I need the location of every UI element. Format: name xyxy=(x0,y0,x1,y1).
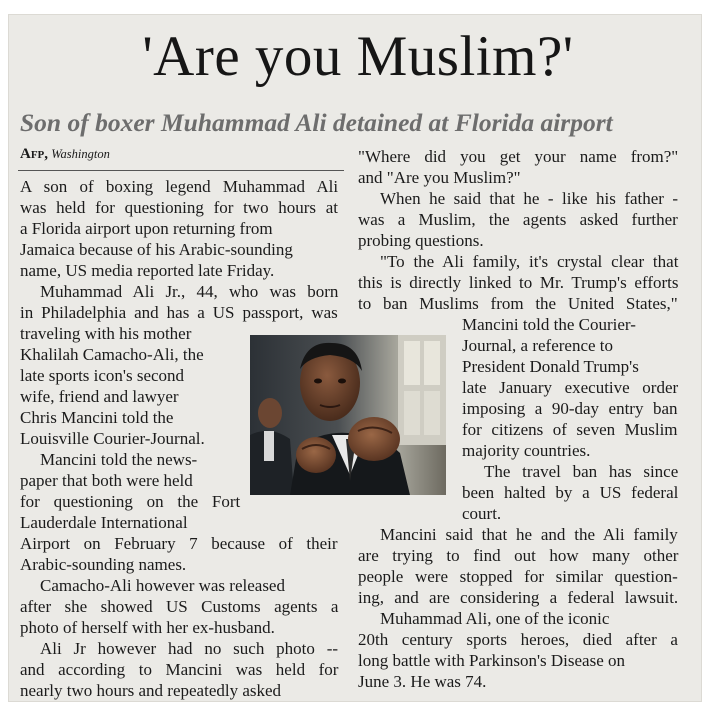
text-line: and according to Mancini was held for xyxy=(20,660,339,679)
text-line: 20th century sports heroes, died after a xyxy=(358,630,678,649)
text-line: Journal, a reference to xyxy=(462,336,614,355)
text-line: photo of herself with her ex-husband. xyxy=(20,618,275,637)
text-line: Camacho-Ali however was released xyxy=(40,576,285,595)
byline-agency: Afp, xyxy=(20,146,49,162)
text-line: Louisville Courier-Journal. xyxy=(20,429,205,448)
text-line: Arabic-sounding names. xyxy=(20,555,187,574)
text-line: are trying to find out how many other xyxy=(358,546,679,565)
subheadline: Son of boxer Muhammad Ali detained at Florida airport xyxy=(20,108,613,137)
text-line: been halted by a US federal xyxy=(462,483,679,502)
text-line: The travel ban has since xyxy=(484,462,679,481)
text-line: Mancini said that he and the Ali family xyxy=(380,525,678,544)
text-line: Muhammad Ali, one of the iconic xyxy=(380,609,610,628)
text-line: paper that both were held xyxy=(20,471,193,490)
text-line: was a Muslim, the agents asked further xyxy=(358,210,678,229)
text-line: wife, friend and lawyer xyxy=(20,387,179,406)
text-line: nearly two hours and repeatedly asked xyxy=(20,681,282,700)
text-line: Muhammad Ali Jr., 44, who was born xyxy=(40,282,339,301)
byline-rule xyxy=(18,170,344,171)
text-line: Airport on February 7 because of their xyxy=(20,534,338,553)
text-line: probing questions. xyxy=(358,231,484,250)
text-line: and "Are you Muslim?" xyxy=(358,168,521,187)
text-line: ing, and are considering a federal lawsuit. xyxy=(358,588,679,607)
text-line: late January executive order xyxy=(462,378,679,397)
text-line: in Philadelphia and has a US passport, was xyxy=(20,303,338,322)
byline-location: Washington xyxy=(51,147,110,161)
text-line: traveling with his mother xyxy=(20,324,192,343)
text-line: Ali Jr however had no such photo -- xyxy=(40,639,339,658)
text-line: Jamaica because of his Arabic-sounding xyxy=(20,240,293,259)
text-line: court. xyxy=(462,504,502,523)
text-line: majority countries. xyxy=(462,441,591,460)
text-line: June 3. He was 74. xyxy=(358,672,487,691)
boxer-photo-illustration xyxy=(250,335,446,495)
text-line: was held for questioning for two hours at xyxy=(20,198,338,217)
byline xyxy=(20,145,110,163)
text-line: for questioning on the Fort xyxy=(20,492,241,511)
text-line: long battle with Parkinson's Disease on xyxy=(358,651,626,670)
text-line: a Florida airport upon returning from xyxy=(20,219,273,238)
text-line: this is directly linked to Mr. Trump's efforts xyxy=(358,273,679,292)
text-line: people were stopped for similar question- xyxy=(358,567,678,586)
text-line: Chris Mancini told the xyxy=(20,408,174,427)
text-line: to ban Muslims from the United States," xyxy=(358,294,678,313)
text-line: Mancini told the Courier- xyxy=(462,315,636,334)
text-line: When he said that he - like his father - xyxy=(380,189,679,208)
article-photo xyxy=(250,335,446,495)
headline: 'Are you Muslim?' xyxy=(142,25,574,88)
text-line: late sports icon's second xyxy=(20,366,185,385)
text-line: "To the Ali family, it's crystal clear that xyxy=(380,252,679,271)
text-line: "Where did you get your name from?" xyxy=(358,147,679,166)
text-line: Lauderdale International xyxy=(20,513,188,532)
text-line: Mancini told the news- xyxy=(40,450,198,469)
text-line: imposing a 90-day entry ban xyxy=(462,399,678,418)
text-line: Khalilah Camacho-Ali, the xyxy=(20,345,204,364)
text-line: President Donald Trump's xyxy=(462,357,639,376)
text-line: for citizens of seven Muslim xyxy=(462,420,678,439)
text-line: A son of boxing legend Muhammad Ali xyxy=(20,177,339,196)
text-line: after she showed US Customs agents a xyxy=(20,597,339,616)
text-line: name, US media reported late Friday. xyxy=(20,261,275,280)
